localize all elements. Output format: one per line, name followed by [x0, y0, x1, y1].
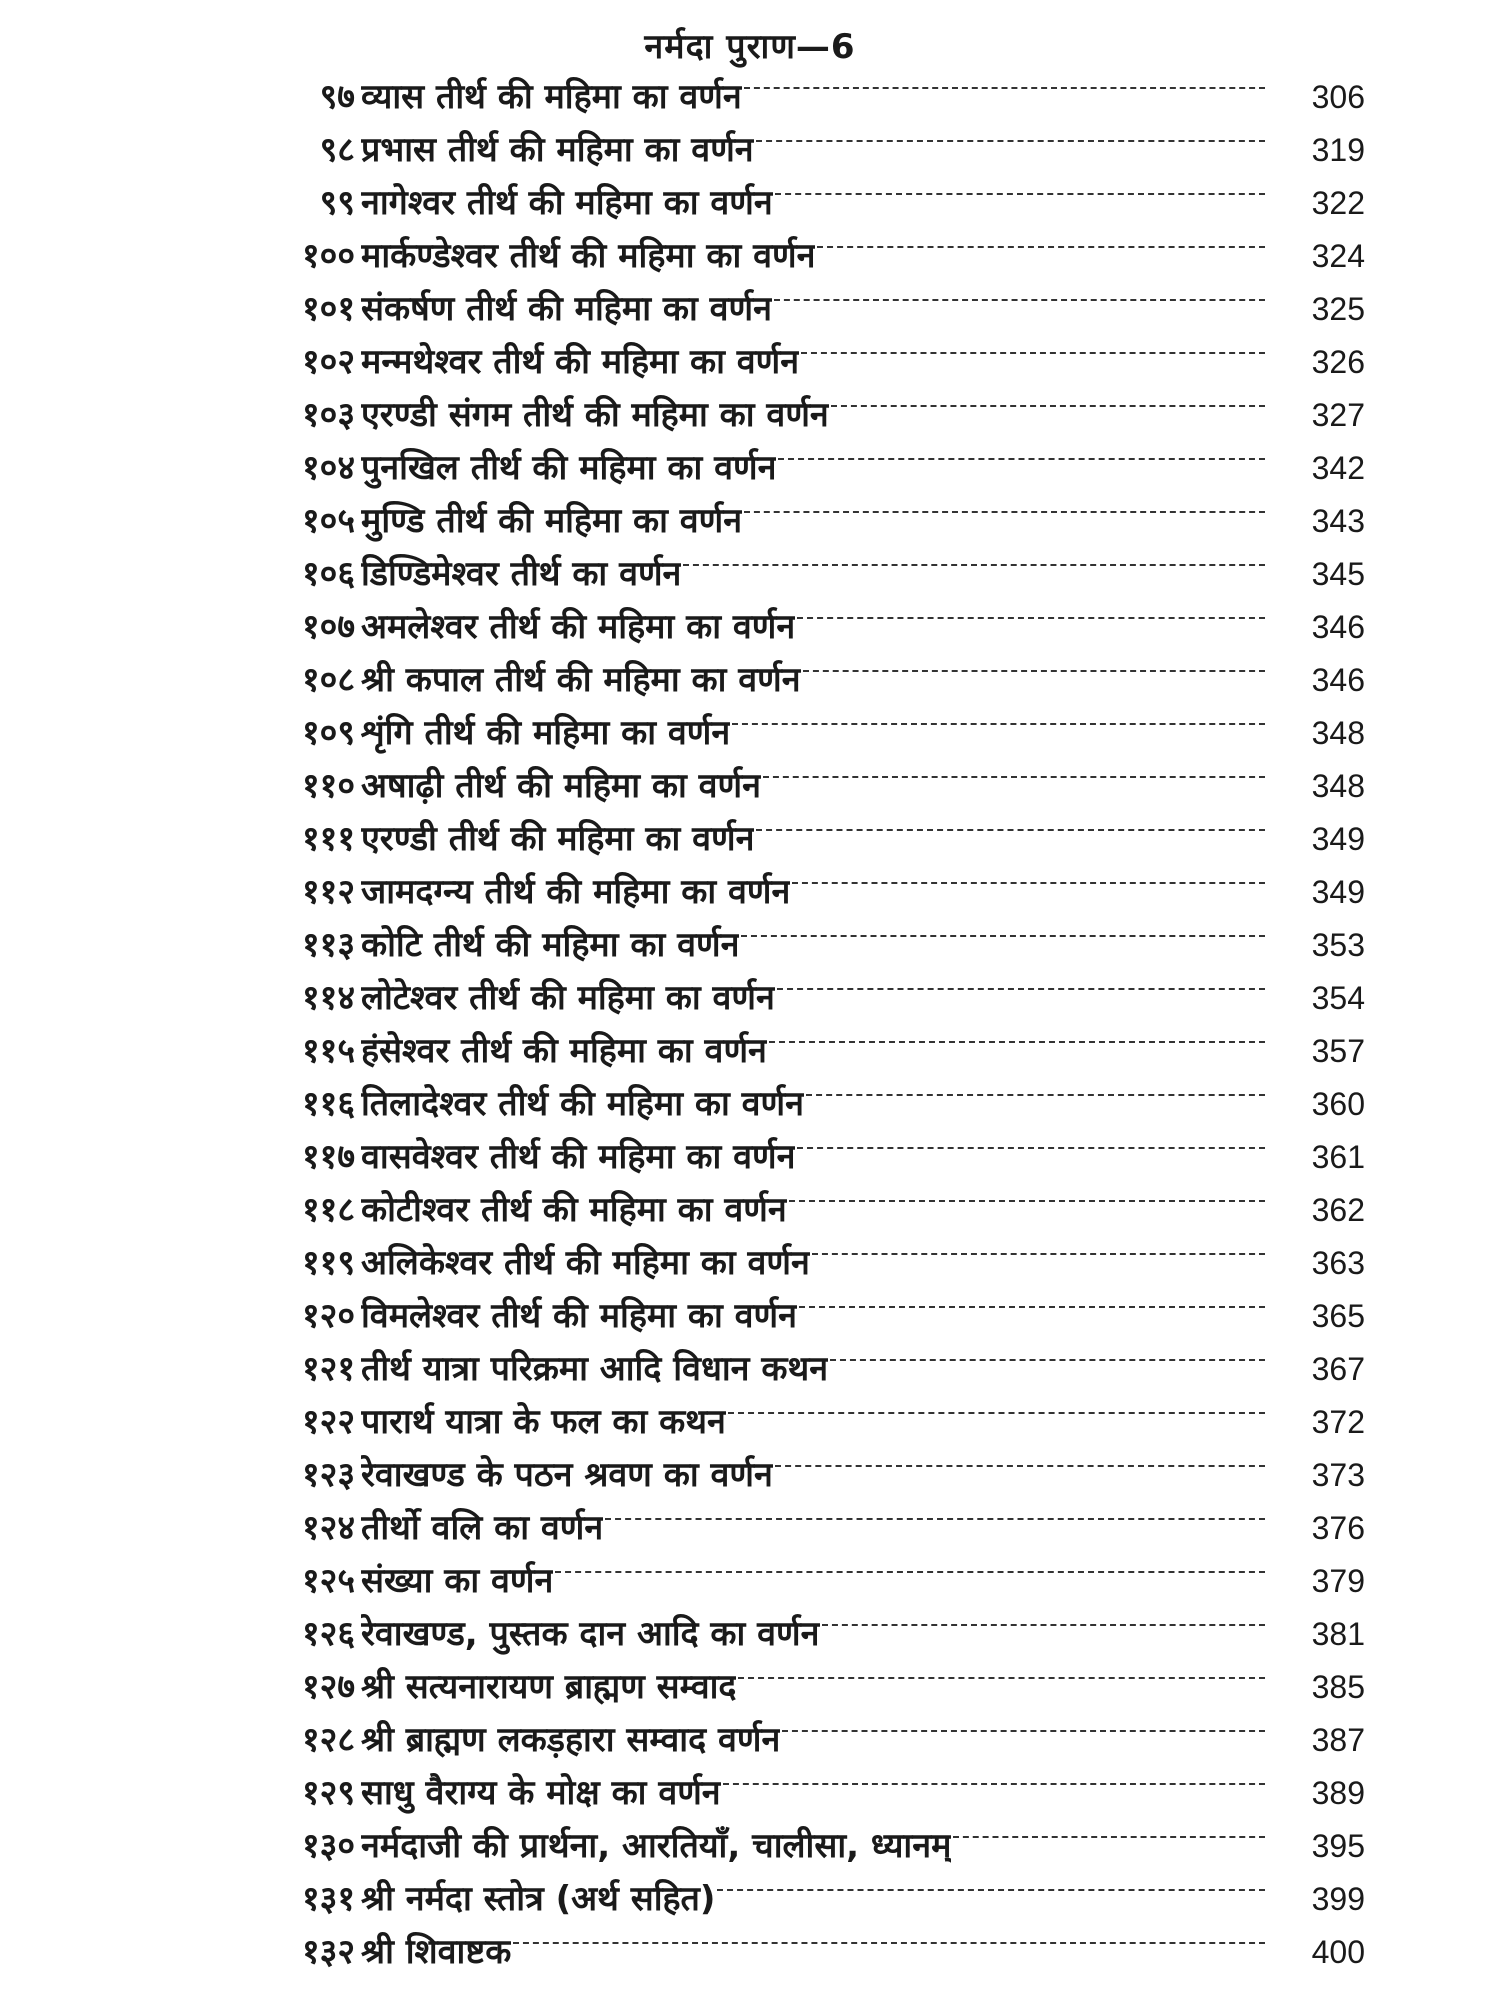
toc-entry: [135, 1291, 1365, 1344]
toc-entry-page: 361: [1311, 1139, 1365, 1175]
toc-dotted-leader: [555, 1554, 1265, 1588]
toc-entry-page: 306: [1311, 79, 1365, 115]
toc-dotted-leader: [769, 1024, 1265, 1058]
toc-entry-number: १२८: [301, 1720, 355, 1760]
toc-entry-title: लोटेश्वर तीर्थ की महिमा का वर्णन: [361, 978, 775, 1018]
toc-dotted-leader: [803, 653, 1265, 687]
toc-entry-page: 389: [1311, 1775, 1365, 1811]
toc-entry-page: 353: [1311, 927, 1365, 963]
toc-entry: [135, 1238, 1365, 1291]
toc-entry-title: मन्मथेश्वर तीर्थ की महिमा का वर्णन: [361, 342, 800, 382]
toc-entry: [135, 1821, 1365, 1874]
toc-entry-title: जामदग्न्य तीर्थ की महिमा का वर्णन: [361, 872, 791, 912]
toc-entry-page: 325: [1311, 291, 1365, 327]
toc-entry-number: १११: [301, 819, 355, 859]
toc-entry-number: १०१: [301, 289, 355, 329]
toc-entry-title: कोटीश्वर तीर्थ की महिमा का वर्णन: [361, 1190, 787, 1230]
toc-entry-number: १०९: [301, 713, 355, 753]
toc-entry-page: 345: [1311, 556, 1365, 592]
toc-entry-number: १०२: [301, 342, 355, 382]
toc-entry-title: वासवेश्वर तीर्थ की महिमा का वर्णन: [361, 1137, 796, 1177]
toc-entry-number: १३०: [301, 1826, 355, 1866]
toc-entry: [135, 1503, 1365, 1556]
toc-entry-page: 349: [1311, 874, 1365, 910]
toc-entry-page: 399: [1311, 1881, 1365, 1917]
toc-entry-title: अमलेश्वर तीर्थ की महिमा का वर्णन: [361, 607, 796, 647]
toc-dotted-leader: [830, 1342, 1265, 1376]
toc-entry-title: श्री नर्मदा स्तोत्र (अर्थ सहित): [361, 1879, 716, 1919]
toc-entry-page: 348: [1311, 768, 1365, 804]
toc-entry-page: 367: [1311, 1351, 1365, 1387]
toc-entry-page: 346: [1311, 662, 1365, 698]
toc-entry-title: श्री सत्यनारायण ब्राह्मण सम्वाद: [361, 1667, 737, 1707]
toc-dotted-leader: [605, 1501, 1265, 1535]
toc-entry-title: संकर्षण तीर्थ की महिमा का वर्णन: [361, 289, 772, 329]
toc-entry: [135, 231, 1365, 284]
toc-dotted-leader: [953, 1819, 1265, 1853]
toc-dotted-leader: [799, 1289, 1265, 1323]
toc-entry-title: तीर्थ यात्रा परिक्रमा आदि विधान कथन: [361, 1349, 829, 1389]
toc-entry-page: 349: [1311, 821, 1365, 857]
toc-entry: [135, 1609, 1365, 1662]
toc-dotted-leader: [513, 1925, 1265, 1959]
toc-entry-page: 373: [1311, 1457, 1365, 1493]
toc-dotted-leader: [723, 1766, 1265, 1800]
toc-entry-page: 385: [1311, 1669, 1365, 1705]
toc-entry-title: साधु वैराग्य के मोक्ष का वर्णन: [361, 1773, 721, 1813]
toc-dotted-leader: [822, 1607, 1265, 1641]
toc-entry: [135, 602, 1365, 655]
toc-dotted-leader: [797, 600, 1265, 634]
toc-entry: [135, 1397, 1365, 1450]
toc-entry-title: रेवाखण्ड के पठन श्रवण का वर्णन: [361, 1455, 773, 1495]
toc-entry-page: 326: [1311, 344, 1365, 380]
toc-entry-title: पुनखिल तीर्थ की महिमा का वर्णन: [361, 448, 777, 488]
toc-entry-title: मुण्डि तीर्थ की महिमा का वर्णन: [361, 501, 743, 541]
toc-entry-number: १०३: [301, 395, 355, 435]
toc-entry-page: 343: [1311, 503, 1365, 539]
toc-dotted-leader: [744, 494, 1265, 528]
toc-entry-title: अषाढ़ी तीर्थ की महिमा का वर्णन: [361, 766, 761, 806]
toc-entry-title: शृंगि तीर्थ की महिमा का वर्णन: [361, 713, 731, 753]
toc-entry-page: 357: [1311, 1033, 1365, 1069]
toc-entry: [135, 814, 1365, 867]
toc-entry-number: १२७: [301, 1667, 355, 1707]
toc-entry-number: १०४: [301, 448, 355, 488]
toc-dotted-leader: [744, 70, 1265, 104]
toc-entry-title: श्री शिवाष्टक: [361, 1932, 512, 1972]
toc-entry-page: 395: [1311, 1828, 1365, 1864]
toc-entry-title: श्री ब्राह्मण लकड़हारा सम्वाद वर्णन: [361, 1720, 781, 1760]
toc-entry: [135, 337, 1365, 390]
toc-entry-page: 346: [1311, 609, 1365, 645]
toc-entry: [135, 655, 1365, 708]
toc-entry-title: रेवाखण्ड, पुस्तक दान आदि का वर्णन: [361, 1614, 820, 1654]
toc-dotted-leader: [778, 441, 1265, 475]
toc-entry-number: ९९: [319, 183, 355, 223]
table-of-contents: [135, 72, 1365, 1980]
toc-entry-title: संख्या का वर्णन: [361, 1561, 554, 1601]
toc-entry-number: ९७: [319, 77, 355, 117]
toc-entry-title: नर्मदाजी की प्रार्थना, आरतियाँ, चालीसा, ध्यानम्: [361, 1826, 952, 1866]
toc-dotted-leader: [756, 812, 1265, 846]
toc-dotted-leader: [817, 229, 1265, 263]
toc-entry: [135, 443, 1365, 496]
toc-entry: [135, 1185, 1365, 1238]
toc-entry-page: 387: [1311, 1722, 1365, 1758]
toc-dotted-leader: [763, 759, 1265, 793]
toc-entry-number: ११७: [301, 1137, 355, 1177]
toc-entry-page: 362: [1311, 1192, 1365, 1228]
toc-entry: [135, 1079, 1365, 1132]
toc-entry: [135, 1026, 1365, 1079]
toc-entry: [135, 1450, 1365, 1503]
toc-entry-page: 400: [1311, 1934, 1365, 1970]
toc-entry-number: १०६: [301, 554, 355, 594]
toc-entry-page: 372: [1311, 1404, 1365, 1440]
toc-entry-number: ११३: [301, 925, 355, 965]
toc-dotted-leader: [777, 971, 1265, 1005]
toc-entry: [135, 284, 1365, 337]
toc-entry-title: तिलादेश्वर तीर्थ की महिमा का वर्णन: [361, 1084, 804, 1124]
toc-entry-number: ११८: [301, 1190, 355, 1230]
toc-entry-title: एरण्डी तीर्थ की महिमा का वर्णन: [361, 819, 755, 859]
toc-entry-number: १२५: [301, 1561, 355, 1601]
toc-dotted-leader: [775, 1448, 1265, 1482]
toc-entry: [135, 708, 1365, 761]
toc-entry-page: 365: [1311, 1298, 1365, 1334]
toc-entry: [135, 761, 1365, 814]
toc-dotted-leader: [812, 1236, 1265, 1270]
toc-dotted-leader: [806, 1077, 1265, 1111]
toc-dotted-leader: [738, 1660, 1265, 1694]
toc-entry-title: श्री कपाल तीर्थ की महिमा का वर्णन: [361, 660, 801, 700]
toc-entry-number: १३१: [301, 1879, 355, 1919]
toc-entry-number: १२९: [301, 1773, 355, 1813]
toc-entry-number: १०५: [301, 501, 355, 541]
toc-entry: [135, 1132, 1365, 1185]
toc-entry-number: ९८: [319, 130, 355, 170]
toc-dotted-leader: [797, 1130, 1265, 1164]
toc-entry-number: ११६: [301, 1084, 355, 1124]
toc-entry-number: ११०: [301, 766, 355, 806]
toc-entry-title: पारार्थ यात्रा के फल का कथन: [361, 1402, 726, 1442]
toc-entry-number: १०७: [301, 607, 355, 647]
toc-entry-number: ११५: [301, 1031, 355, 1071]
toc-dotted-leader: [801, 335, 1265, 369]
toc-dotted-leader: [792, 865, 1265, 899]
toc-entry-title: डिण्डिमेश्वर तीर्थ का वर्णन: [361, 554, 682, 594]
page-title: नर्मदा पुराण—6: [644, 27, 856, 67]
toc-entry-title: व्यास तीर्थ की महिमा का वर्णन: [361, 77, 742, 117]
toc-dotted-leader: [775, 176, 1265, 210]
toc-entry: [135, 920, 1365, 973]
toc-dotted-leader: [831, 388, 1265, 422]
toc-dotted-leader: [741, 918, 1265, 952]
toc-entry-page: 348: [1311, 715, 1365, 751]
toc-entry: [135, 1556, 1365, 1609]
toc-entry-page: 324: [1311, 238, 1365, 274]
toc-entry-page: 342: [1311, 450, 1365, 486]
toc-entry-page: 322: [1311, 185, 1365, 221]
toc-dotted-leader: [782, 1713, 1265, 1747]
toc-entry-page: 381: [1311, 1616, 1365, 1652]
toc-entry-title: तीर्थो वलि का वर्णन: [361, 1508, 604, 1548]
toc-entry-page: 354: [1311, 980, 1365, 1016]
toc-entry: [135, 1662, 1365, 1715]
toc-dotted-leader: [717, 1872, 1265, 1906]
toc-entry-page: 319: [1311, 132, 1365, 168]
toc-entry-title: हंसेश्वर तीर्थ की महिमा का वर्णन: [361, 1031, 767, 1071]
toc-entry: [135, 496, 1365, 549]
toc-dotted-leader: [774, 282, 1265, 316]
toc-entry-number: १२३: [301, 1455, 355, 1495]
toc-dotted-leader: [756, 123, 1265, 157]
toc-entry-number: ११९: [301, 1243, 355, 1283]
toc-entry-title: नागेश्वर तीर्थ की महिमा का वर्णन: [361, 183, 773, 223]
toc-entry-number: १२६: [301, 1614, 355, 1654]
toc-entry-page: 363: [1311, 1245, 1365, 1281]
toc-dotted-leader: [683, 547, 1265, 581]
toc-entry: [135, 867, 1365, 920]
toc-entry-number: १२१: [301, 1349, 355, 1389]
toc-entry: [135, 1768, 1365, 1821]
toc-entry: [135, 125, 1365, 178]
toc-entry: [135, 1344, 1365, 1397]
toc-entry-number: १२२: [301, 1402, 355, 1442]
toc-entry-page: 376: [1311, 1510, 1365, 1546]
toc-dotted-leader: [728, 1395, 1265, 1429]
toc-entry: [135, 178, 1365, 231]
toc-entry-page: 327: [1311, 397, 1365, 433]
toc-entry: [135, 390, 1365, 443]
toc-entry: [135, 72, 1365, 125]
toc-entry-title: विमलेश्वर तीर्थ की महिमा का वर्णन: [361, 1296, 797, 1336]
toc-entry-title: प्रभास तीर्थ की महिमा का वर्णन: [361, 130, 754, 170]
toc-dotted-leader: [732, 706, 1265, 740]
toc-entry: [135, 1874, 1365, 1927]
toc-entry-number: १३२: [301, 1932, 355, 1972]
toc-entry-number: ११२: [301, 872, 355, 912]
toc-entry-number: ११४: [301, 978, 355, 1018]
toc-entry-number: १००: [301, 236, 355, 276]
toc-entry: [135, 549, 1365, 602]
toc-entry-title: कोटि तीर्थ की महिमा का वर्णन: [361, 925, 740, 965]
toc-entry-title: अलिकेश्वर तीर्थ की महिमा का वर्णन: [361, 1243, 810, 1283]
toc-entry-number: १०८: [301, 660, 355, 700]
toc-entry: [135, 973, 1365, 1026]
toc-entry-number: १२०: [301, 1296, 355, 1336]
toc-entry: [135, 1715, 1365, 1768]
toc-entry-page: 379: [1311, 1563, 1365, 1599]
toc-entry: [135, 1927, 1365, 1980]
toc-dotted-leader: [789, 1183, 1265, 1217]
toc-entry-title: मार्कण्डेश्वर तीर्थ की महिमा का वर्णन: [361, 236, 816, 276]
toc-entry-title: एरण्डी संगम तीर्थ की महिमा का वर्णन: [361, 395, 829, 435]
toc-entry-number: १२४: [301, 1508, 355, 1548]
toc-entry-page: 360: [1311, 1086, 1365, 1122]
